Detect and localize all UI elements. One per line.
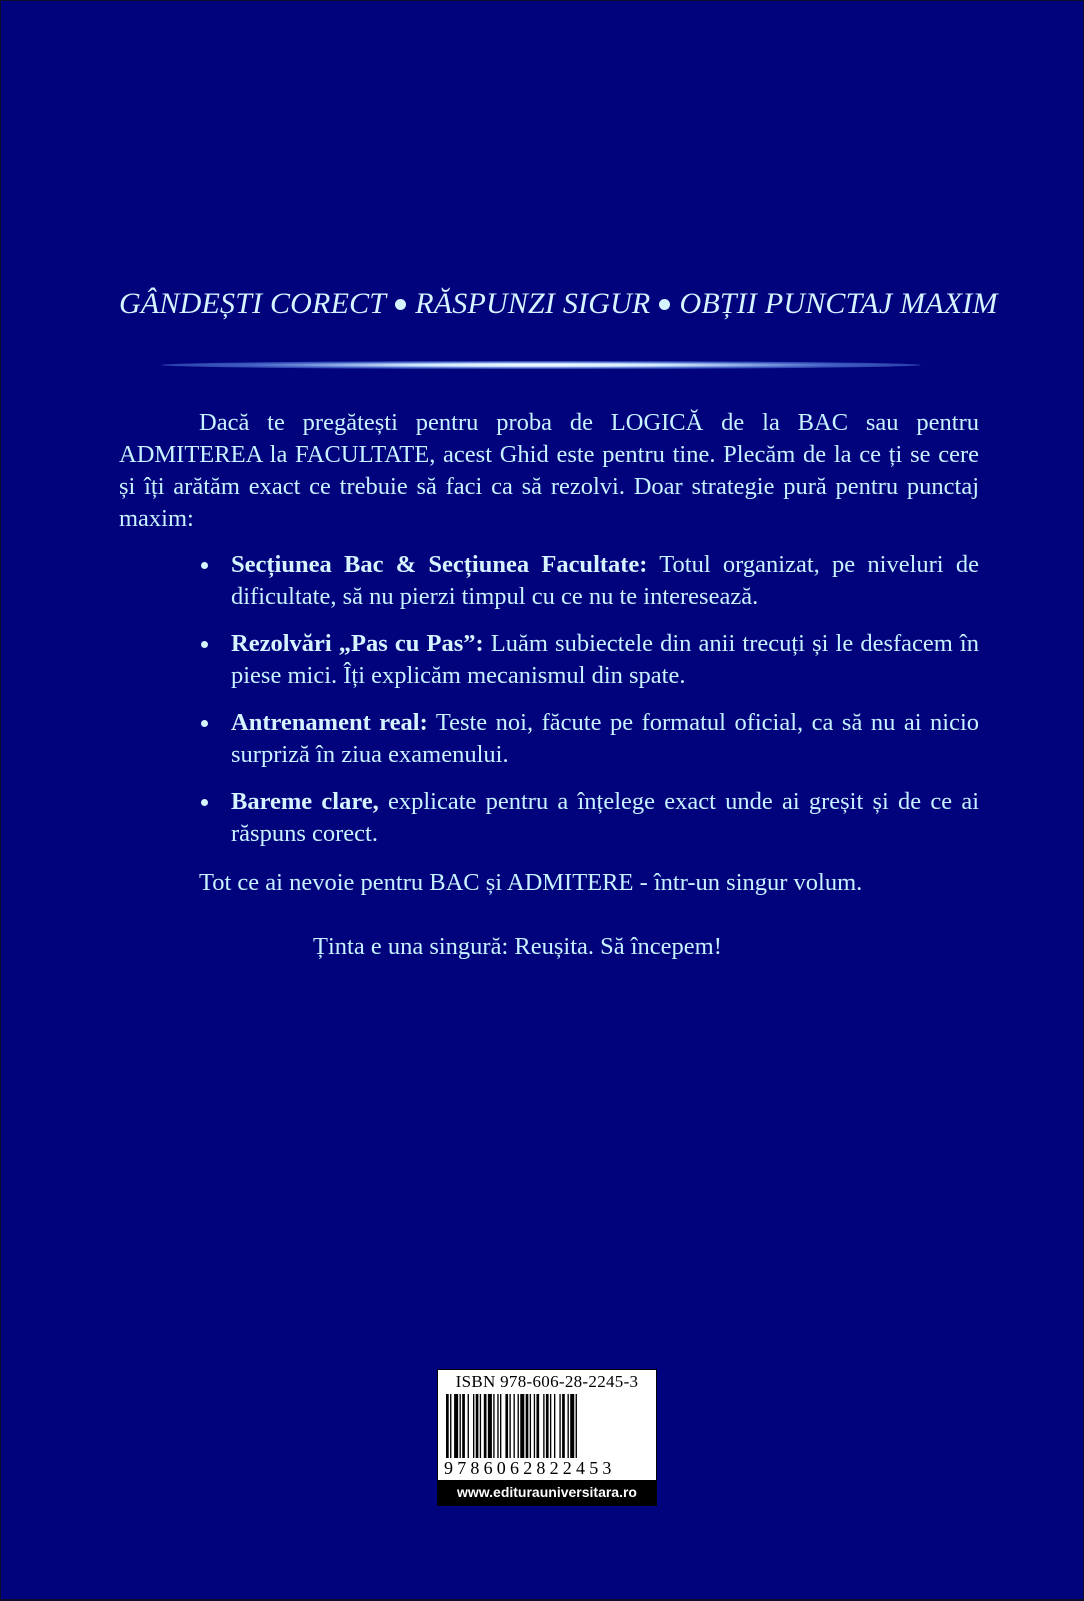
isbn-number: ISBN 978-606-28-2245-3: [455, 1372, 639, 1391]
barcode-bar: [484, 1394, 487, 1458]
barcode-bar: [530, 1394, 531, 1458]
barcode-bars: [444, 1394, 650, 1458]
barcode-bar: [476, 1394, 479, 1458]
feature-text: Totul organizat, pe niveluri de dificultate, să nu pierzi timpul cu ce nu te interesează.: [231, 551, 979, 610]
bullet-icon: [201, 720, 208, 727]
barcode-bar: [454, 1394, 458, 1458]
isbn-barcode: [437, 1369, 657, 1506]
barcode-bar: [543, 1394, 544, 1458]
barcode-bar: [500, 1394, 501, 1458]
barcode-bar: [488, 1394, 492, 1458]
intro-paragraph: Dacă te pregătești pentru proba de LOGICĂ de la BAC sau pentru ADMITEREA la FACULTATE, acest Ghid este pentru tine. Plecăm de la ce ți se cere și îți arătăm exact ce trebuie să faci ca să rezolvi. Doar strategie pură pentru punctaj maxim:: [119, 409, 979, 532]
closing-line: Ținta e una singură: Reușita. Să începem!: [313, 933, 722, 960]
barcode-bar: [514, 1394, 515, 1458]
tagline-part-1: GÂNDEȘTI CORECT: [119, 287, 387, 320]
bullet-dot-icon: [659, 299, 670, 310]
barcode-bar: [493, 1394, 494, 1458]
feature-title: Rezolvări „Pas cu Pas”:: [231, 630, 484, 657]
barcode-bar: [568, 1394, 569, 1458]
barcode-bar: [554, 1394, 555, 1458]
feature-item: [201, 707, 979, 771]
feature-list: [201, 549, 979, 865]
barcode-bar: [460, 1394, 461, 1458]
barcode-bar: [450, 1394, 451, 1458]
barcode-bar: [446, 1394, 449, 1458]
feature-title: Secțiunea Bac & Secțiunea Facultate:: [231, 551, 648, 578]
feature-text: Luăm subiectele din anii trecuți și le desfacem în piese mici. Îți explicăm mecanismul din spate.: [231, 630, 979, 689]
back-cover: [1, 1, 1083, 1599]
bullet-dot-icon: [395, 299, 406, 310]
barcode-bar: [520, 1394, 524, 1458]
bullet-icon: [201, 799, 208, 806]
barcode-bar: [536, 1394, 539, 1458]
publisher-website: www.editurauniversitara.ro: [438, 1480, 656, 1505]
barcode-bar: [546, 1394, 549, 1458]
barcode-bar: [534, 1394, 535, 1458]
barcode-bar: [480, 1394, 481, 1458]
barcode-digits: 9786062822453: [444, 1458, 616, 1478]
feature-item: [201, 628, 979, 692]
bullet-icon: [201, 641, 208, 648]
bullet-icon: [201, 562, 208, 569]
tagline-part-2: RĂSPUNZI SIGUR: [415, 287, 651, 320]
tagline-part-3: OBȚII PUNCTAJ MAXIM: [679, 287, 998, 320]
barcode-bar: [505, 1394, 508, 1458]
barcode-bar: [462, 1394, 465, 1458]
barcode-bar: [468, 1394, 469, 1458]
feature-text: explicate pentru a înțelege exact unde ai greșit și de ce ai răspuns corect.: [231, 788, 979, 847]
barcode-bar: [473, 1394, 474, 1458]
barcode-bar: [576, 1394, 577, 1458]
barcode-bar: [518, 1394, 519, 1458]
barcode-bar: [497, 1394, 498, 1458]
feature-title: Bareme clare,: [231, 788, 379, 815]
summary-line: Tot ce ai nevoie pentru BAC și ADMITERE - într-un singur volum.: [199, 869, 863, 896]
barcode-bar: [562, 1394, 565, 1458]
barcode-bar: [570, 1394, 574, 1458]
tagline: [119, 287, 998, 321]
barcode-bar: [559, 1394, 560, 1458]
feature-item: [201, 549, 979, 613]
glow-divider: [161, 361, 921, 369]
feature-title: Antrenament real:: [231, 709, 428, 736]
feature-text: Teste noi, făcute pe formatul oficial, ca să nu ai nicio surpriză în ziua examenului.: [231, 709, 979, 768]
barcode-bar: [526, 1394, 529, 1458]
feature-item: [201, 786, 979, 850]
barcode-bar: [509, 1394, 510, 1458]
barcode-bar: [550, 1394, 551, 1458]
